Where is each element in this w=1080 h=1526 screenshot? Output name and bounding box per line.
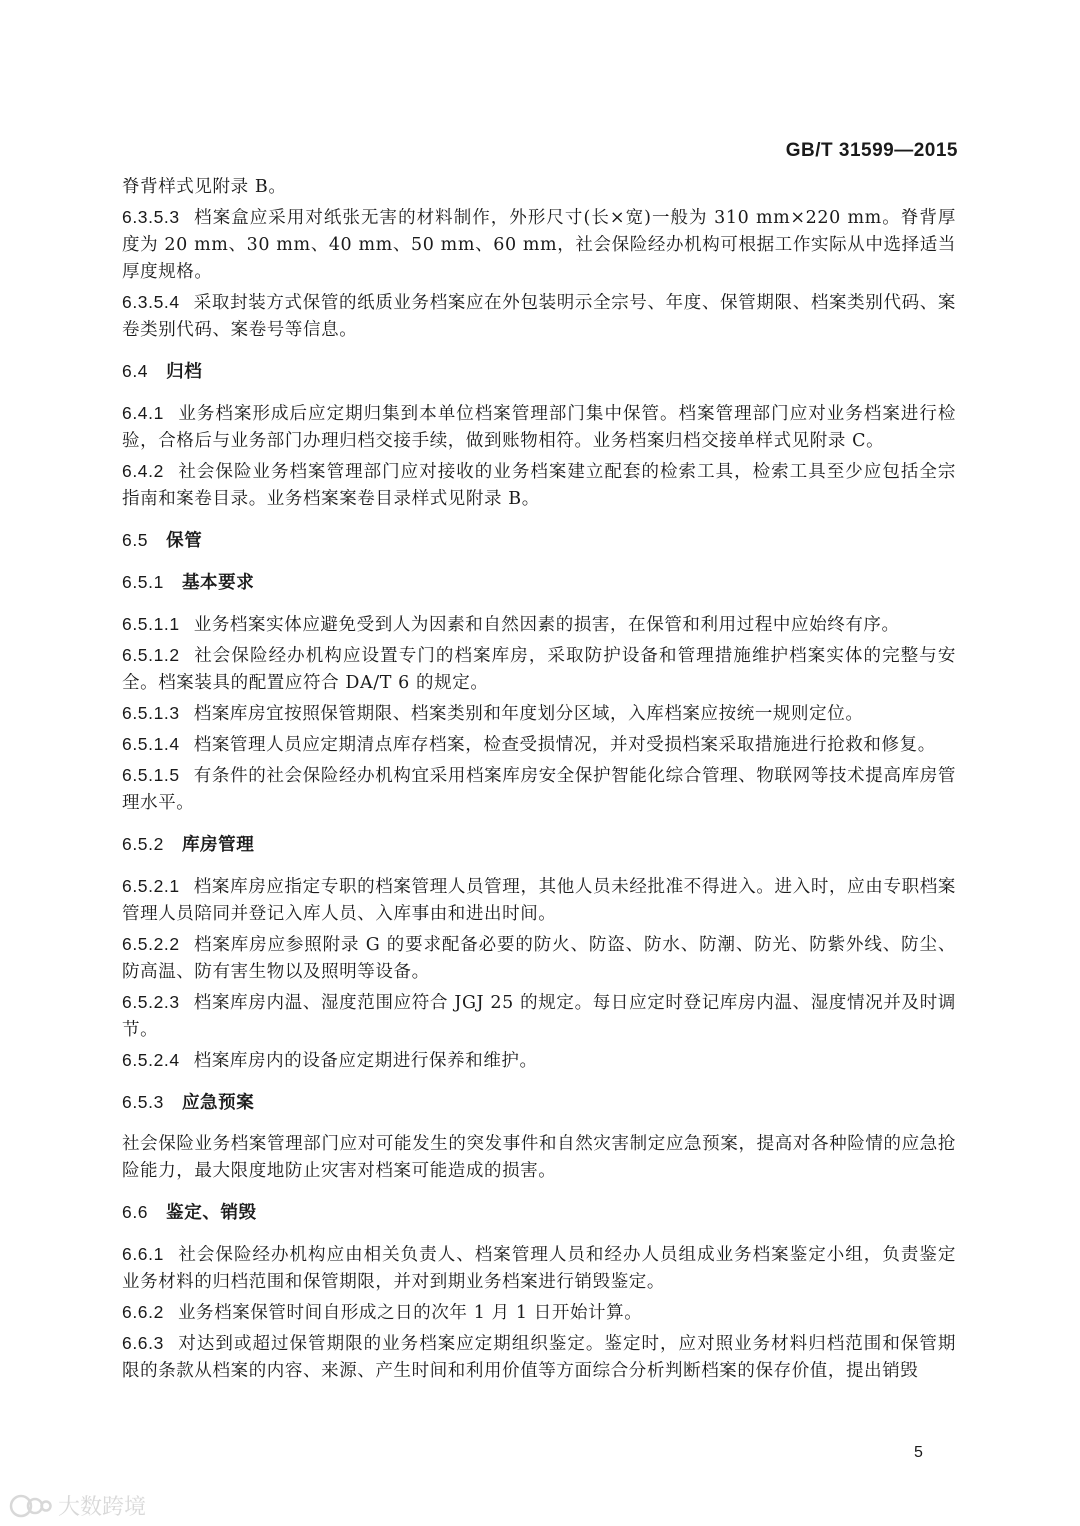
paragraph bbox=[122, 700, 956, 728]
clause-number: 6.6.1 bbox=[122, 1244, 164, 1264]
paragraph bbox=[122, 1241, 956, 1296]
paragraph-text: 档案库房宜按照保管期限、档案类别和年度划分区域，入库档案应按统一规则定位。 bbox=[193, 704, 864, 724]
paragraph-text: 档案库房应指定专职的档案管理人员管理，其他人员未经批准不得进入。进入时，应由专职档案管理人员陪同并登记入库人员、入库事由和进出时间。 bbox=[122, 877, 956, 924]
clause-number: 6.5.2 bbox=[122, 834, 164, 854]
heading-text: 保管 bbox=[166, 531, 203, 551]
paragraph bbox=[122, 458, 956, 513]
clause-number: 6.5.1.3 bbox=[122, 703, 180, 723]
paragraph-text: 社会保险业务档案管理部门应对可能发生的突发事件和自然灾害制定应急预案，提高对各种险情的应急抢险能力，最大限度地防止灾害对档案可能造成的损害。 bbox=[122, 1134, 956, 1181]
paragraph-text: 档案库房内温、湿度范围应符合 JGJ 25 的规定。每日应定时登记库房内温、湿度情况并及时调节。 bbox=[122, 993, 956, 1040]
paragraph bbox=[122, 873, 956, 928]
paragraph bbox=[122, 400, 956, 455]
clause-number: 6.5.1.4 bbox=[122, 734, 180, 754]
clause-number: 6.4.2 bbox=[122, 461, 164, 481]
heading-text: 库房管理 bbox=[181, 835, 255, 855]
clause-number: 6.5.2.2 bbox=[122, 934, 180, 954]
clause-number: 6.3.5.4 bbox=[122, 292, 180, 312]
watermark bbox=[8, 1490, 146, 1521]
clause-number: 6.5.3 bbox=[122, 1092, 164, 1112]
clause-number: 6.5.2.3 bbox=[122, 992, 180, 1012]
clause-number: 6.5.2.1 bbox=[122, 876, 180, 896]
heading-text: 应急预案 bbox=[181, 1093, 255, 1113]
heading-text: 归档 bbox=[166, 362, 203, 382]
paragraph bbox=[122, 731, 956, 759]
clause-number: 6.6.3 bbox=[122, 1333, 164, 1353]
paragraph bbox=[122, 1299, 956, 1327]
paragraph bbox=[122, 611, 956, 639]
clause-number: 6.6 bbox=[122, 1202, 149, 1222]
paragraph-text: 档案库房内的设备应定期进行保养和维护。 bbox=[193, 1051, 538, 1071]
paragraph-text: 档案库房应参照附录 G 的要求配备必要的防火、防盗、防水、防潮、防光、防紫外线、防尘、防高温、防有害生物以及照明等设备。 bbox=[122, 935, 956, 982]
paragraph bbox=[122, 1047, 956, 1075]
clause-number: 6.5.1.5 bbox=[122, 765, 180, 785]
paragraph bbox=[122, 642, 956, 697]
paragraph bbox=[122, 1330, 956, 1385]
paragraph-text: 有条件的社会保险经办机构宜采用档案库房安全保护智能化综合管理、物联网等技术提高库房管理水平。 bbox=[122, 766, 956, 813]
paragraph-text: 对达到或超过保管期限的业务档案应定期组织鉴定。鉴定时，应对照业务材料归档范围和保管期限的条款从档案的内容、来源、产生时间和利用价值等方面综合分析判断档案的保存价值，提出销毁 bbox=[122, 1334, 956, 1381]
clause-number: 6.4.1 bbox=[122, 403, 164, 423]
paragraph bbox=[122, 204, 956, 286]
paragraph bbox=[122, 289, 956, 344]
page-number: 5 bbox=[914, 1444, 923, 1461]
standard-number: GB/T 31599—2015 bbox=[785, 140, 958, 161]
heading-text: 鉴定、销毁 bbox=[166, 1203, 257, 1223]
clause-number: 6.5.1 bbox=[122, 572, 164, 592]
paragraph-text: 社会保险业务档案管理部门应对接收的业务档案建立配套的检索工具，检索工具至少应包括全宗指南和案卷目录。业务档案案卷目录样式见附录 B。 bbox=[122, 462, 956, 509]
section-heading bbox=[122, 358, 956, 386]
heading-text: 基本要求 bbox=[181, 573, 255, 593]
subsection-heading bbox=[122, 831, 956, 859]
paragraph-text: 档案管理人员应定期清点库存档案，检查受损情况，并对受损档案采取措施进行抢救和修复。 bbox=[193, 735, 936, 755]
paragraph-text: 社会保险经办机构应设置专门的档案库房，采取防护设备和管理措施维护档案实体的完整与安全。档案装具的配置应符合 DA/T 6 的规定。 bbox=[122, 646, 956, 693]
clause-number: 6.5.1.1 bbox=[122, 614, 180, 634]
clause-number: 6.5.1.2 bbox=[122, 645, 180, 665]
paragraph-text: 脊背样式见附录 B。 bbox=[122, 177, 287, 197]
paragraph bbox=[122, 1131, 956, 1185]
paragraph bbox=[122, 931, 956, 986]
paragraph bbox=[122, 174, 956, 201]
paragraph-text: 档案盒应采用对纸张无害的材料制作，外形尺寸(长×宽)一般为 310 mm×220 mm。脊背厚度为 20 mm、30 mm、40 mm、50 mm、60 mm，社会保险经办机构可根据工作实际从中选择适当厚度规格。 bbox=[122, 208, 956, 282]
clause-number: 6.5.2.4 bbox=[122, 1050, 180, 1070]
paragraph-text: 业务档案实体应避免受到人为因素和自然因素的损害，在保管和利用过程中应始终有序。 bbox=[193, 615, 900, 635]
paragraph bbox=[122, 762, 956, 817]
document-body bbox=[122, 174, 956, 1388]
clause-number: 6.5 bbox=[122, 530, 149, 550]
clause-number: 6.3.5.3 bbox=[122, 207, 180, 227]
paragraph-text: 业务档案形成后应定期归集到本单位档案管理部门集中保管。档案管理部门应对业务档案进行检验，合格后与业务部门办理归档交接手续，做到账物相符。业务档案归档交接单样式见附录 C。 bbox=[122, 404, 956, 451]
subsection-heading bbox=[122, 1089, 956, 1117]
subsection-heading bbox=[122, 569, 956, 597]
clause-number: 6.4 bbox=[122, 361, 149, 381]
section-heading bbox=[122, 527, 956, 555]
watermark-text: 大数跨境 bbox=[58, 1495, 147, 1520]
paragraph-text: 社会保险经办机构应由相关负责人、档案管理人员和经办人员组成业务档案鉴定小组，负责鉴定业务材料的归档范围和保管期限，并对到期业务档案进行销毁鉴定。 bbox=[122, 1245, 956, 1292]
paragraph-text: 业务档案保管时间自形成之日的次年 1 月 1 日开始计算。 bbox=[177, 1303, 643, 1323]
section-heading bbox=[122, 1199, 956, 1227]
logo-icon bbox=[8, 1493, 52, 1519]
paragraph bbox=[122, 989, 956, 1044]
clause-number: 6.6.2 bbox=[122, 1302, 164, 1322]
paragraph-text: 采取封装方式保管的纸质业务档案应在外包装明示全宗号、年度、保管期限、档案类别代码、案卷类别代码、案卷号等信息。 bbox=[122, 293, 956, 340]
